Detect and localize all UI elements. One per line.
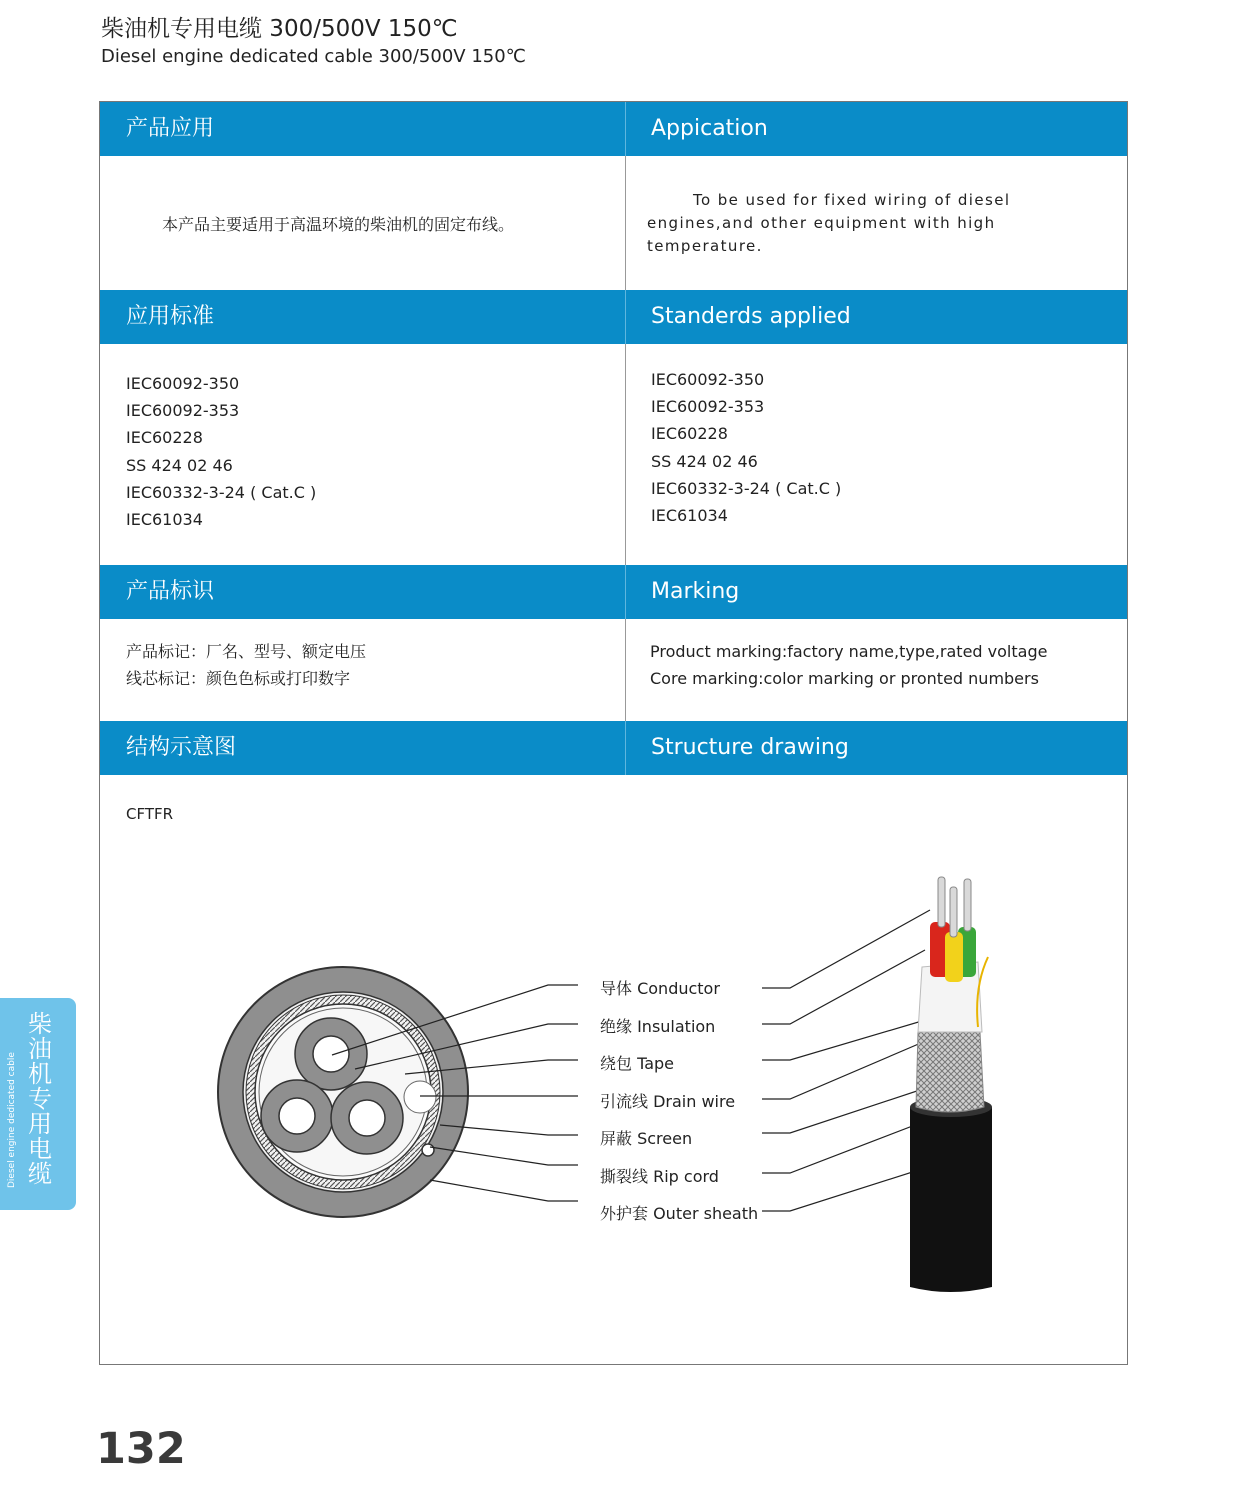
cable-model: CFTFR	[126, 805, 174, 823]
marking-header-en: Marking	[651, 579, 740, 604]
standard-item: IEC60092-353	[126, 401, 240, 421]
label-rip-cord: 撕裂线 Rip cord	[600, 1167, 719, 1186]
standard-item: IEC60228	[651, 424, 728, 444]
application-header-cn: 产品应用	[126, 116, 215, 141]
screen-section	[916, 1027, 984, 1112]
page-title-en: Diesel engine dedicated cable 300/500V 150℃	[101, 46, 526, 67]
cable-side-view	[900, 867, 1010, 1297]
standard-item: IEC61034	[651, 505, 728, 525]
label-tape: 绕包 Tape	[600, 1054, 675, 1073]
standard-item: IEC61034	[126, 509, 203, 529]
page-title-cn: 柴油机专用电缆 300/500V 150℃	[101, 16, 458, 42]
core-yellow	[945, 932, 963, 982]
standard-item: IEC60092-353	[651, 397, 765, 417]
label-outer-sheath: 外护套 Outer sheath	[600, 1204, 759, 1223]
standard-item: SS 424 02 46	[126, 455, 233, 475]
standard-item: IEC60332-3-24 ( Cat.C )	[126, 482, 317, 502]
label-screen: 屏蔽 Screen	[600, 1129, 693, 1148]
label-conductor: 导体 Conductor	[600, 979, 720, 998]
page-number: 132	[96, 1424, 186, 1474]
standard-item: IEC60092-350	[126, 374, 240, 393]
label-drain-wire: 引流线 Drain wire	[600, 1092, 736, 1111]
side-tab	[0, 998, 76, 1210]
standard-item: IEC60092-350	[651, 370, 765, 389]
side-tab-cn: 柴油机专用电缆	[28, 1010, 52, 1188]
structure-header-en: Structure drawing	[651, 735, 849, 760]
label-insulation: 绝缘 Insulation	[600, 1017, 716, 1036]
standards-header-en: Standerds applied	[651, 304, 851, 329]
marking-line: Core marking:color marking or pronted numbers	[650, 669, 1039, 689]
marking-header-cn: 产品标识	[126, 579, 215, 604]
spec-table	[99, 101, 1128, 1365]
marking-line: 线芯标记：颜色色标或打印数字	[126, 669, 351, 689]
standard-item: SS 424 02 46	[651, 451, 758, 471]
application-body-en: To be used for fixed wiring of diesel engines,and other equipment with high temperature.	[647, 191, 1011, 255]
sheath-section	[910, 1100, 992, 1293]
application-body-cn: 本产品主要适用于高温环境的柴油机的固定布线。	[162, 215, 515, 234]
application-header-en: Appication	[651, 116, 768, 141]
structure-header-cn: 结构示意图	[126, 735, 237, 760]
side-tab-en: Diesel engine dedicated cable	[7, 1052, 17, 1188]
marking-line: Product marking:factory name,type,rated voltage	[650, 642, 1048, 661]
standard-item: IEC60332-3-24 ( Cat.C )	[651, 478, 842, 498]
marking-line: 产品标记：厂名、型号、额定电压	[126, 642, 367, 661]
standards-header-cn: 应用标准	[126, 304, 215, 329]
standard-item: IEC60228	[126, 428, 203, 448]
